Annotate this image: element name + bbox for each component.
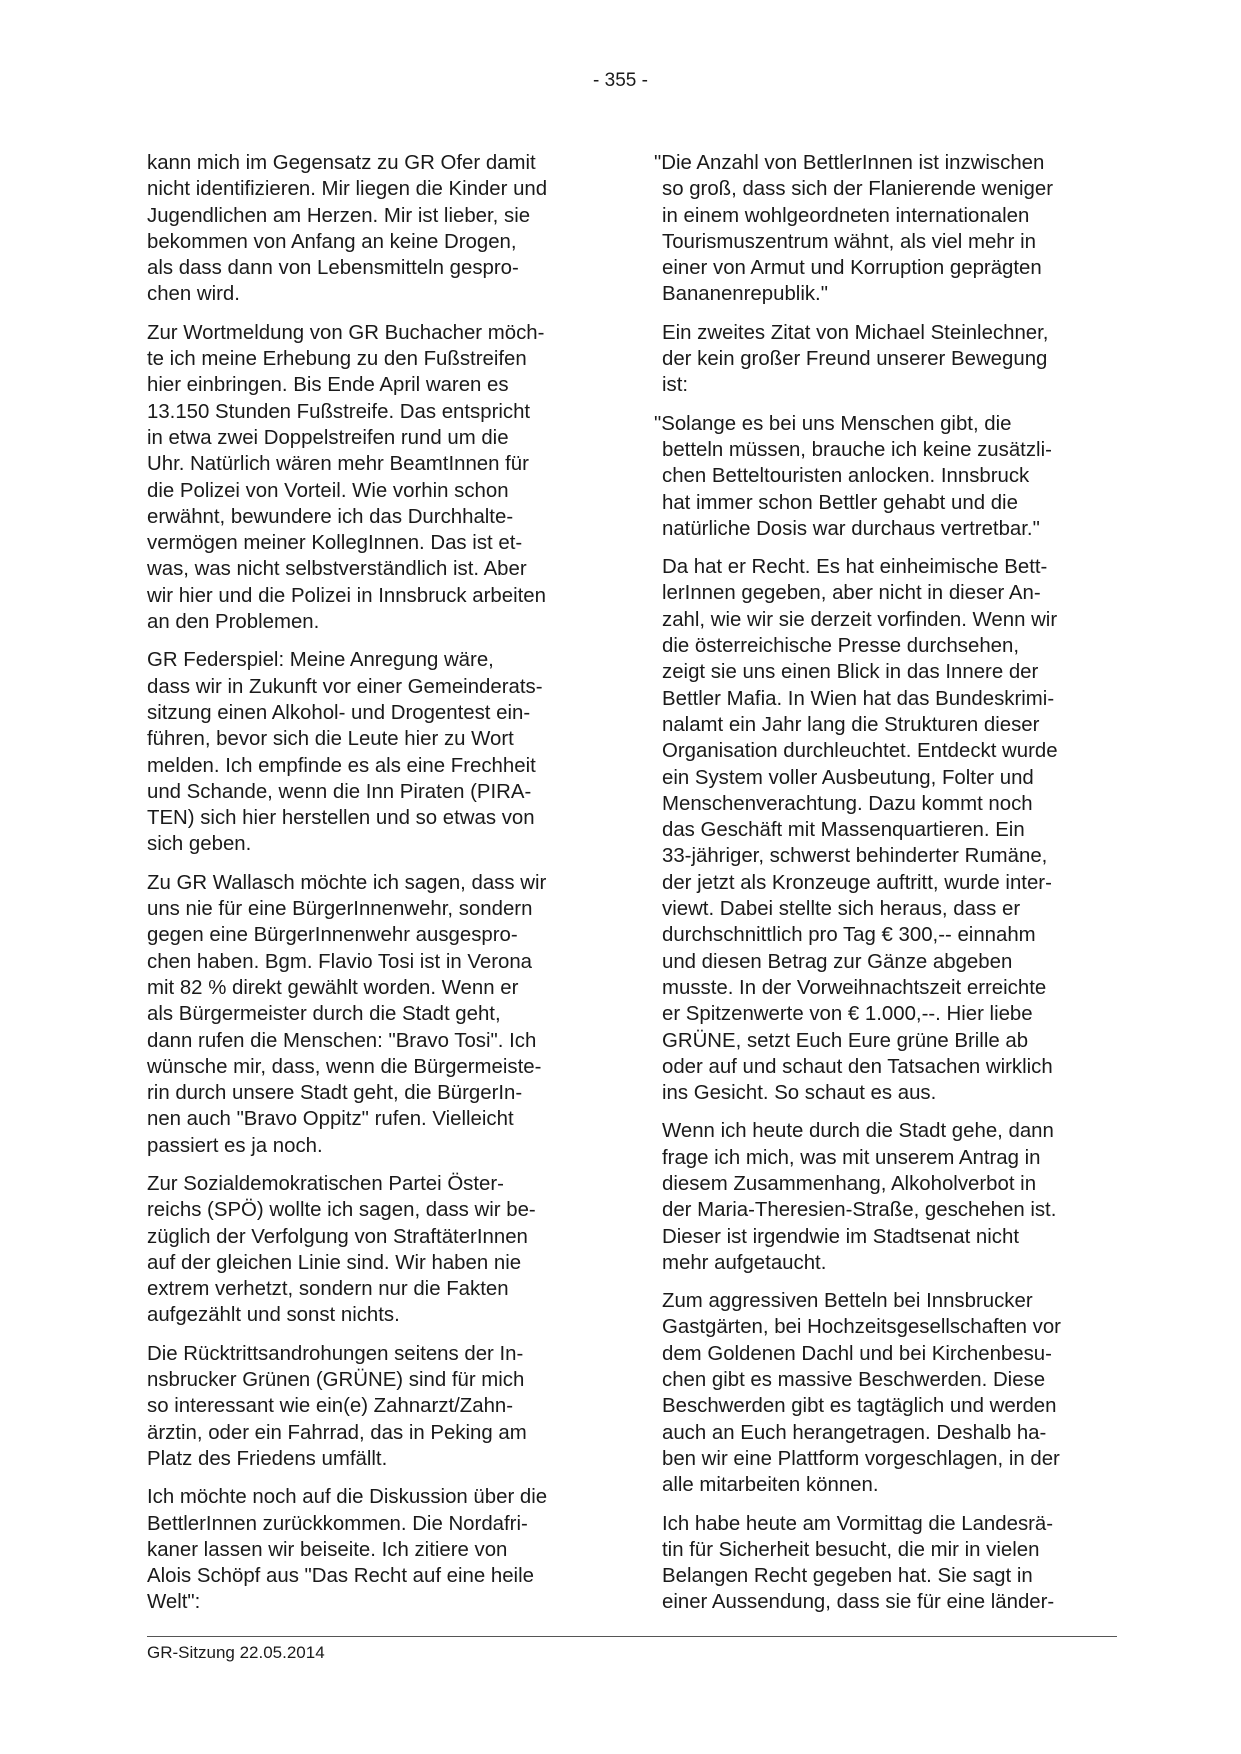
paragraph: Zum aggressiven Betteln bei Innsbrucker Gastgärten, bei Hochzeitsgesellschaften vor dem Goldenen Dachl und bei Kirchenbesu- chen gibt es massive Beschwerden. Diese Beschwerden gibt es tagtäglich und werden auch an Euch herangetragen. Deshalb ha- ben wir eine Plattform vorgeschlagen, in der alle mitarbeiten können. (662, 1290, 1061, 1497)
page-number: - 355 - (593, 70, 648, 91)
paragraph: kann mich im Gegensatz zu GR Ofer damit nicht identifizieren. Mir liegen die Kinder und Jugendlichen am Herzen. Mir ist lieber, sie bekommen von Anfang an keine Drogen, als dass dann von Lebensmitteln gespro- chen wird. (147, 152, 548, 306)
paragraph: Zur Sozialdemokratischen Partei Öster- reichs (SPÖ) wollte ich sagen, dass wir be- züglich der Verfolgung von StraftäterInnen auf der gleichen Linie sind. Wir haben nie extrem verhetzt, sondern nur die Fakten aufgezählt und sonst nichts. (147, 1172, 536, 1327)
quote-paragraph: "Solange es bei uns Menschen gibt, die betteln müssen, brauche ich keine zusätzli- chen Betteltouristen anlocken. Innsbruck hat immer schon Bettler gehabt und die natürliche Dosis war durchaus vertretbar." (654, 412, 1052, 540)
right-column (654, 150, 1114, 1628)
paragraph: Zur Wortmeldung von GR Buchacher möch- te ich meine Erhebung zu den Fußstreifen hier einbringen. Bis Ende April waren es 13.150 Stunden Fußstreife. Das entspricht in etwa zwei Doppelstreifen rund um die Uhr. Natürlich wären mehr BeamtInnen für die Polizei von Vorteil. Wie vorhin schon erwähnt, bewundere ich das Durchhalte- vermögen meiner KollegInnen. Das ist et- was, was nicht selbstverständlich ist. Aber wir hier und die Polizei in Innsbruck arbeiten an den Problemen. (147, 321, 546, 634)
footer-divider (147, 1636, 1117, 1637)
paragraph: Die Rücktrittsandrohungen seitens der In- nsbrucker Grünen (GRÜNE) sind für mich so interessant wie ein(e) Zahnarzt/Zahn- ärztin, oder ein Fahrrad, das in Peking am Platz des Friedens umfällt. (147, 1342, 527, 1470)
footer-session-date: GR-Sitzung 22.05.2014 (147, 1643, 325, 1662)
quote-paragraph: "Die Anzahl von BettlerInnen ist inzwischen so groß, dass sich der Flanierende weniger in einem wohlgeordneten internationalen Tourismuszentrum wähnt, als viel mehr in einer von Armut und Korruption geprägten Bananenrepublik." (654, 152, 1054, 306)
paragraph: Ich habe heute am Vormittag die Landesrä- tin für Sicherheit besucht, die mir in vielen Belangen Recht gegeben hat. Sie sagt in einer Aussendung, dass sie für eine länder- (662, 1512, 1055, 1614)
paragraph: Wenn ich heute durch die Stadt gehe, dann frage ich mich, was mit unserem Antrag in diesem Zusammenhang, Alkoholverbot in der Maria-Theresien-Straße, geschehen ist. Dieser ist irgendwie im Stadtsenat nicht mehr aufgetaucht. (662, 1120, 1057, 1274)
paragraph: Ein zweites Zitat von Michael Steinlechner, der kein großer Freund unserer Bewegung ist: (662, 321, 1049, 397)
paragraph: Zu GR Wallasch möchte ich sagen, dass wir uns nie für eine BürgerInnenwehr, sondern gegen eine BürgerInnenwehr ausgespro- chen haben. Bgm. Flavio Tosi ist in Verona mit 82 % direkt gewählt worden. Wenn er als Bürgermeister durch die Stadt geht, dann rufen die Menschen: "Bravo Tosi". Ich wünsche mir, dass, wenn die Bürgermeiste- rin durch unsere Stadt geht, die BürgerIn- nen auch "Bravo Oppitz" rufen. Vielleicht passiert es ja noch. (147, 871, 547, 1157)
left-column (147, 150, 599, 1628)
paragraph: GR Federspiel: Meine Anregung wäre, dass wir in Zukunft vor einer Gemeinderats- sitzung einen Alkohol- und Drogentest ein- führen, bevor sich die Leute hier zu Wort melden. Ich empfinde es als eine Frechheit und Schande, wenn die Inn Piraten (PIRA- TEN) sich hier herstellen und so etwas von sich geben. (147, 649, 543, 856)
paragraph: Ich möchte noch auf die Diskussion über die BettlerInnen zurückkommen. Die Nordafri- kaner lassen wir beiseite. Ich zitiere von Alois Schöpf aus "Das Recht auf eine heile Welt": (147, 1486, 548, 1614)
paragraph: Da hat er Recht. Es hat einheimische Bett- lerInnen gegeben, aber nicht in dieser An- zahl, wie wir sie derzeit vorfinden. Wenn wir die österreichische Presse durchsehen, zeigt sie uns einen Blick in das Innere der Bettler Mafia. In Wien hat das Bundeskrimi- nalamt ein Jahr lang die Strukturen dieser Organisation durchleuchtet. Entdeckt wurde ein System voller Ausbeutung, Folter und Menschenverachtung. Dazu kommt noch das Geschäft mit Massenquartieren. Ein 33-jähriger, schwerst behinderter Rumäne, der jetzt als Kronzeuge auftritt, wurde inter- viewt. Dabei stellte sich heraus, dass er durchschnittlich pro Tag € 300,-- einnahm und diesen Betrag zur Gänze abgeben musste. In der Vorweihnachtszeit erreichte er Spitzenwerte von € 1.000,--. Hier liebe GRÜNE, setzt Euch Eure grüne Brille ab oder auf und schaut den Tatsachen wirklich ins Gesicht. So schaut es aus. (662, 556, 1058, 1105)
